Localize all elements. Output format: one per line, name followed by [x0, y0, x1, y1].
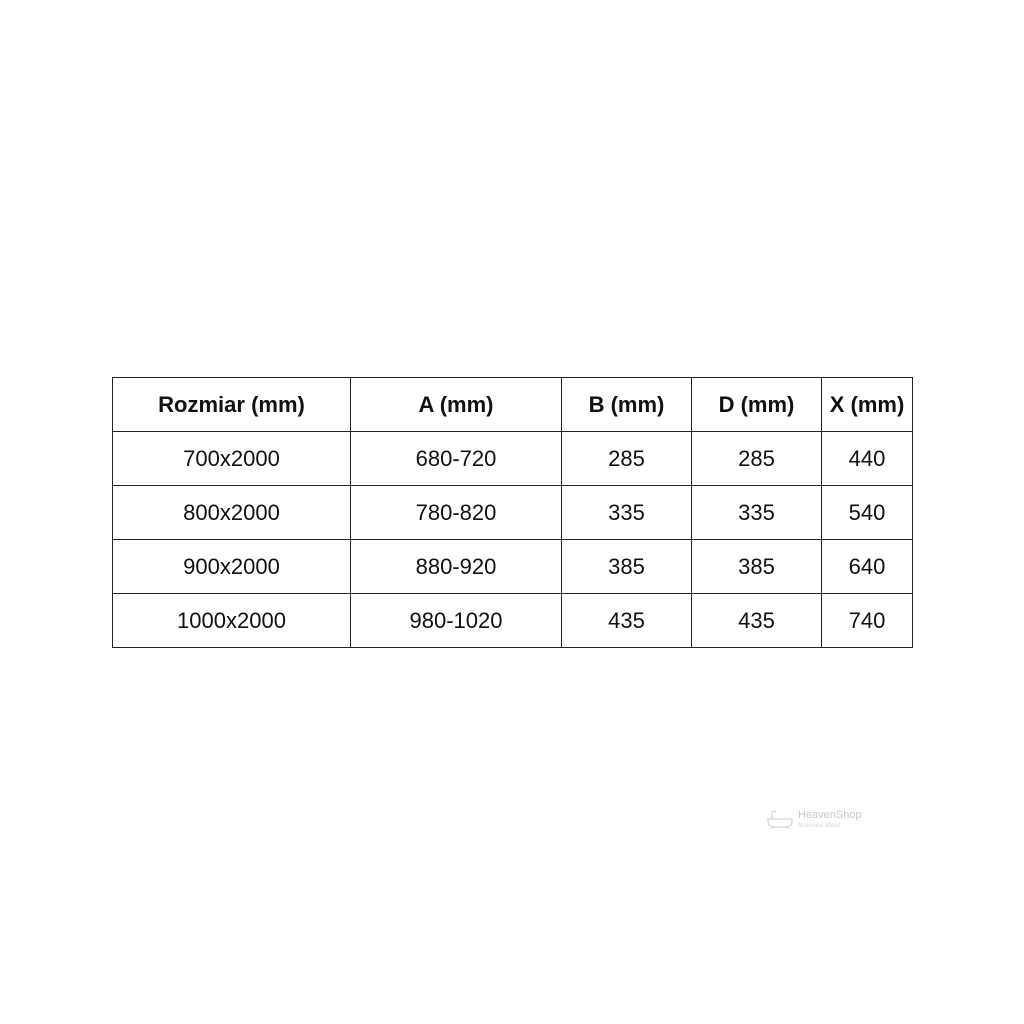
cell-a: 880-920 [351, 540, 562, 594]
cell-d: 435 [692, 594, 822, 648]
watermark-logo [766, 806, 876, 832]
table-row [113, 486, 913, 540]
cell-size: 1000x2000 [113, 594, 351, 648]
table-row [113, 594, 913, 648]
cell-x: 440 [822, 432, 913, 486]
bathtub-icon [766, 809, 794, 829]
table-row [113, 432, 913, 486]
cell-b: 385 [562, 540, 692, 594]
cell-size: 800x2000 [113, 486, 351, 540]
cell-d: 385 [692, 540, 822, 594]
watermark-tagline: łazienka ideal [798, 821, 840, 829]
cell-b: 335 [562, 486, 692, 540]
size-table [112, 377, 913, 648]
header-size: Rozmiar (mm) [113, 378, 351, 432]
header-b: B (mm) [562, 378, 692, 432]
cell-x: 740 [822, 594, 913, 648]
cell-b: 285 [562, 432, 692, 486]
watermark-brand: HeavenShop [798, 808, 862, 821]
cell-b: 435 [562, 594, 692, 648]
table-header-row [113, 378, 913, 432]
cell-d: 335 [692, 486, 822, 540]
cell-a: 680-720 [351, 432, 562, 486]
header-x: X (mm) [822, 378, 913, 432]
cell-x: 540 [822, 486, 913, 540]
cell-d: 285 [692, 432, 822, 486]
cell-size: 900x2000 [113, 540, 351, 594]
table-row [113, 540, 913, 594]
cell-size: 700x2000 [113, 432, 351, 486]
cell-a: 980-1020 [351, 594, 562, 648]
header-a: A (mm) [351, 378, 562, 432]
cell-x: 640 [822, 540, 913, 594]
cell-a: 780-820 [351, 486, 562, 540]
header-d: D (mm) [692, 378, 822, 432]
